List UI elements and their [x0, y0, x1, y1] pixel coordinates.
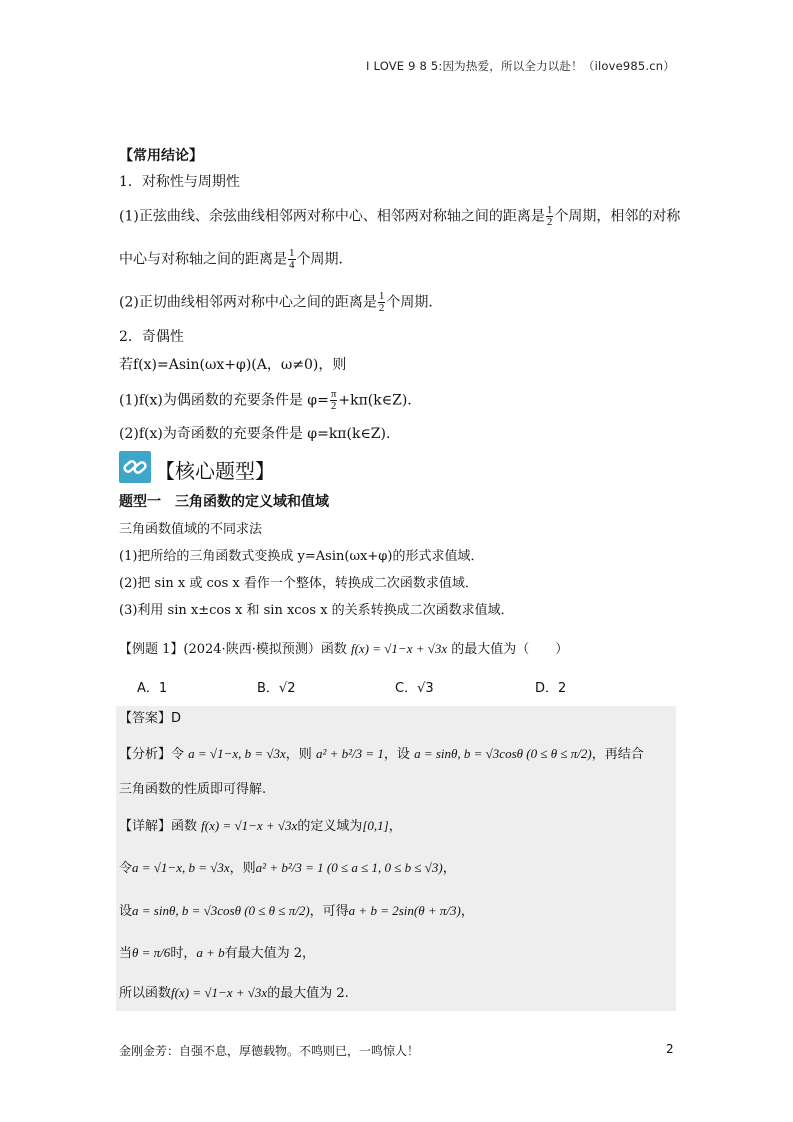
- method-3: (3)利用 sin x±cos x 和 sin xcos x 的关系转换成二次函数求值域．: [119, 603, 514, 618]
- paragraph-sine-cosine: (1)正弦曲线、余弦曲线相邻两对称中心、相邻两对称轴之间的距离是 $\frac{1}{2}$ 个周期，相邻的对称: [119, 204, 681, 228]
- conclusions-title: 【常用结论】: [119, 148, 203, 164]
- section-symmetry-period: 1．对称性与周期性: [119, 174, 240, 190]
- method-2: (2)把 sin x 或 cos x 看作一个整体，转换成二次函数求值域．: [119, 576, 478, 591]
- link-icon: [119, 451, 151, 483]
- detail-line-2: 令a = √1−x, b = √3x，则a² + b²/3 = 1 (0 ≤ a ≤ 1, 0 ≤ b ≤ √3)，: [119, 860, 456, 876]
- detail-line-3: 设a = sinθ, b = √3cosθ (0 ≤ θ ≤ π/2)，可得a + b = 2sin(θ + π/3)，: [119, 903, 474, 919]
- paragraph-center-axis: 中心与对称轴之间的距离是 $\frac{1}{4}$ 个周期．: [119, 247, 353, 271]
- analysis-line-2: 三角函数的性质即可得解.: [119, 782, 267, 797]
- analysis-line: 【分析】令 a = √1−x, b = √3x，则 a² + b²/3 = 1，设 a = sinθ, b = √3cosθ (0 ≤ θ ≤ π/2)，再结合: [119, 746, 644, 762]
- choice-c: C．√3: [395, 681, 434, 696]
- core-title: 【核心题型】: [155, 459, 275, 483]
- choice-d: D．2: [535, 681, 567, 696]
- detail-line-4: 当θ = π/6时，a + b有最大值为 2，: [119, 945, 316, 961]
- section-parity: 2．奇偶性: [119, 329, 184, 345]
- page-number: 2: [666, 1042, 674, 1056]
- type-one-title: 题型一 三角函数的定义域和值域: [119, 494, 329, 510]
- paragraph-even-condition: (1)f(x)为偶函数的充要条件是 φ= $\frac{\pi}{2}$ +kπ(k∈Z).: [119, 388, 412, 412]
- detail-line-1: 【详解】函数 f(x) = √1−x + √3x的定义域为[0,1]，: [119, 818, 402, 834]
- fraction-half-2: $\frac{1}{2}$: [378, 290, 385, 314]
- fraction-quarter: $\frac{1}{4}$: [289, 247, 295, 271]
- method-title: 三角函数值域的不同求法: [119, 522, 263, 537]
- paragraph-tangent: (2)正切曲线相邻两对称中心之间的距离是 $\frac{1}{2}$ 个周期．: [119, 290, 443, 314]
- example-function: f(x) = √1−x + √3x: [350, 641, 448, 656]
- answer-line: 【答案】D: [119, 711, 182, 726]
- method-1: (1)把所给的三角函数式变换成 y=Asin(ωx+φ)的形式求值域．: [119, 549, 484, 564]
- choice-b: B．√2: [257, 681, 296, 696]
- fraction-pi-half: $\frac{\pi}{2}$: [330, 388, 337, 412]
- paragraph-if-f: 若f(x)=Asin(ωx+φ)(A，ω≠0)，则: [119, 357, 347, 373]
- fraction-half: $\frac{1}{2}$: [546, 204, 553, 228]
- example-stem: 【例题 1】(2024·陕西·模拟预测）函数 f(x) = √1−x + √3x 的最大值为（ ）: [119, 641, 569, 657]
- page-header: I LOVE 9 8 5:因为热爱，所以全力以赴！（ilove985.cn）: [366, 59, 675, 73]
- footer-motto: 金刚金芳：自强不息，厚德载物。不鸣则已，一鸣惊人！: [119, 1044, 420, 1058]
- choice-a: A．1: [137, 681, 168, 696]
- detail-line-5: 所以函数f(x) = √1−x + √3x的最大值为 2.: [119, 985, 349, 1001]
- paragraph-odd-condition: (2)f(x)为奇函数的充要条件是 φ=kπ(k∈Z).: [119, 426, 391, 442]
